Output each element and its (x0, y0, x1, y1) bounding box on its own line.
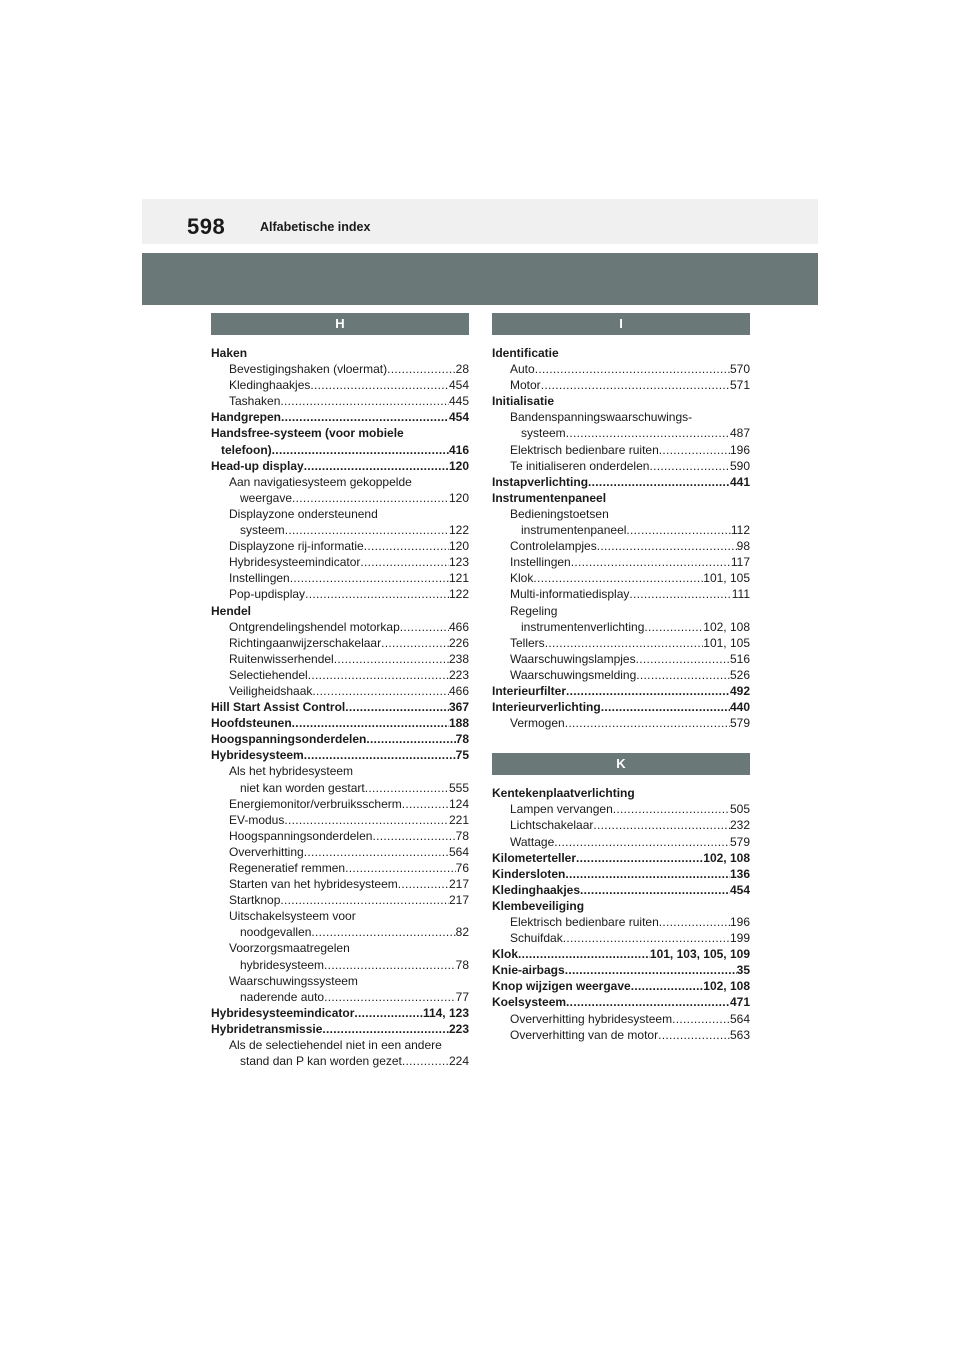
index-entry (492, 570, 750, 586)
entry-term: Oververhitting (229, 844, 304, 859)
entry-term: Pop-updisplay (229, 587, 306, 602)
entry-page-ref: 579 (729, 834, 750, 849)
index-entry (492, 930, 750, 946)
dot-leader (649, 458, 730, 474)
index-entry (492, 850, 750, 866)
entry-term: Handgrepen (211, 410, 282, 425)
entry-term: Ruitenwisserhendel (229, 651, 334, 666)
dot-leader (571, 554, 731, 570)
section-letter-h: H (211, 313, 469, 335)
index-entry (492, 425, 750, 441)
index-entry (492, 377, 750, 393)
index-entry (492, 538, 750, 554)
index-entry (211, 570, 469, 586)
dot-leader (400, 619, 449, 635)
entry-term: Lampen vervangen (510, 802, 613, 817)
dot-leader (601, 699, 730, 715)
index-entry (211, 860, 469, 876)
dot-leader (566, 683, 730, 699)
entry-term: Tellers (510, 635, 545, 650)
entry-term: Wattage (510, 834, 555, 849)
entry-page-ref: 101, 105 (703, 571, 750, 586)
entry-term: Startknop (229, 893, 281, 908)
index-entry (211, 586, 469, 602)
index-list (211, 345, 469, 1069)
entry-term: telefoon) (221, 442, 272, 457)
entry-page-ref: 492 (729, 683, 750, 698)
dot-leader (365, 780, 449, 796)
entry-page-ref: 102, 108 (703, 979, 750, 994)
index-entry (211, 892, 469, 908)
dot-leader (290, 570, 449, 586)
entry-page-ref: 28 (455, 362, 469, 377)
entry-page-ref: 35 (736, 963, 750, 978)
entry-page-ref: 441 (729, 474, 750, 489)
index-entry (492, 554, 750, 570)
index-entry (492, 715, 750, 731)
dot-leader (398, 876, 449, 892)
index-entry (211, 747, 469, 763)
entry-page-ref: 122 (448, 587, 469, 602)
index-entry (492, 962, 750, 978)
index-entry: Voorzorgsmaatregelen (229, 941, 350, 956)
index-entry (211, 731, 469, 747)
dot-leader (308, 667, 449, 683)
index-entry (492, 1027, 750, 1043)
entry-term: Knop wijzigen weergave (492, 979, 631, 994)
index-entry (211, 635, 469, 651)
entry-page-ref: 102, 108 (703, 619, 750, 634)
entry-term: hybridesysteem (240, 957, 325, 972)
dot-leader (597, 538, 737, 554)
entry-term: Elektrisch bedienbare ruiten (510, 442, 659, 457)
entry-term: Kledinghaakjes (492, 882, 581, 897)
dot-leader (565, 866, 730, 882)
dot-leader (304, 844, 449, 860)
index-entry (211, 522, 469, 538)
entry-page-ref: 223 (448, 667, 469, 682)
index-entry: Waarschuwingssysteem (229, 973, 358, 988)
index-entry (492, 882, 750, 898)
index-entry (492, 946, 750, 962)
dot-leader (636, 667, 730, 683)
index-column-right (492, 313, 750, 1043)
entry-page-ref: 75 (455, 748, 469, 763)
entry-page-ref: 579 (729, 716, 750, 731)
entry-page-ref: 505 (729, 802, 750, 817)
entry-term: Kindersloten (492, 866, 566, 881)
index-entry: Instrumentenpaneel (492, 490, 607, 505)
index-entry: Bedieningstoetsen (510, 506, 609, 521)
dot-leader (310, 377, 449, 393)
dot-leader (280, 393, 449, 409)
entry-term: stand dan P kan worden gezet (240, 1054, 402, 1069)
index-entry (211, 812, 469, 828)
entry-term: Te initialiseren onderdelen (510, 458, 650, 473)
dot-leader (281, 409, 449, 425)
entry-term: instrumentenpaneel (521, 523, 627, 538)
entry-page-ref: 563 (729, 1027, 750, 1042)
index-entry (492, 866, 750, 882)
entry-term: Selectiehendel (229, 667, 308, 682)
dot-leader (554, 834, 730, 850)
index-entry (492, 801, 750, 817)
entry-page-ref: 120 (448, 539, 469, 554)
index-entry (492, 458, 750, 474)
entry-page-ref: 454 (729, 882, 750, 897)
index-column-left (211, 313, 469, 1069)
entry-term: Interieurfilter (492, 683, 567, 698)
entry-page-ref: 122 (448, 523, 469, 538)
dot-leader (304, 747, 456, 763)
dot-leader (345, 699, 449, 715)
entry-page-ref: 117 (730, 555, 750, 570)
section-gap (492, 731, 750, 753)
entry-term: Tashaken (229, 394, 281, 409)
dot-leader (636, 651, 730, 667)
entry-term: Auto (510, 362, 535, 377)
entry-page-ref: 564 (448, 844, 469, 859)
entry-page-ref: 77 (455, 989, 469, 1004)
index-entry (211, 377, 469, 393)
dot-leader (304, 458, 449, 474)
dot-leader (366, 731, 455, 747)
entry-page-ref: 199 (729, 931, 750, 946)
entry-page-ref: 123 (448, 555, 469, 570)
index-list (492, 345, 750, 731)
dot-leader (535, 361, 730, 377)
entry-page-ref: 487 (729, 426, 750, 441)
entry-page-ref: 416 (448, 442, 469, 457)
entry-term: naderende auto (240, 989, 325, 1004)
entry-term: Regeneratief remmen (229, 861, 346, 875)
index-entry (211, 796, 469, 812)
index-entry (492, 361, 750, 377)
entry-term: Vermogen (510, 716, 565, 731)
entry-term: systeem (521, 426, 566, 441)
section-letter-i: I (492, 313, 750, 335)
index-entry (211, 957, 469, 973)
entry-page-ref: 223 (448, 1021, 469, 1036)
index-entry (492, 586, 750, 602)
entry-term: Ontgrendelingshendel motorkap (229, 619, 400, 634)
dot-leader (631, 978, 704, 994)
entry-page-ref: 136 (729, 866, 750, 881)
dot-leader (533, 570, 703, 586)
index-entry (211, 667, 469, 683)
entry-term: Energiemonitor/verbruiksscherm (229, 796, 402, 811)
dot-leader (387, 361, 456, 377)
entry-term: Hybridetransmissie (211, 1021, 323, 1036)
index-entry (211, 699, 469, 715)
index-entry: Initialisatie (492, 394, 555, 409)
entry-page-ref: 76 (455, 861, 469, 875)
index-entry (211, 1053, 469, 1069)
dot-leader (566, 425, 730, 441)
dot-leader (565, 962, 737, 978)
index-entry (492, 442, 750, 458)
entry-term: Head-up display (211, 458, 304, 473)
entry-term: Knie-airbags (492, 963, 565, 978)
entry-page-ref: 238 (448, 651, 469, 666)
entry-page-ref: 78 (455, 957, 469, 972)
entry-page-ref: 516 (729, 651, 750, 666)
index-entry (492, 667, 750, 683)
dot-leader (334, 651, 449, 667)
entry-term: Kledinghaakjes (229, 378, 311, 393)
entry-term: EV-modus (229, 812, 285, 827)
index-entry (211, 538, 469, 554)
index-entry (492, 474, 750, 490)
index-entry (492, 978, 750, 994)
entry-term: Hoogspanningsonderdelen (211, 732, 367, 747)
index-entry (211, 458, 469, 474)
entry-page-ref: 221 (448, 812, 469, 827)
dot-leader (311, 924, 455, 940)
entry-term: Waarschuwingsmelding (510, 667, 637, 682)
dot-leader (593, 817, 730, 833)
entry-term: noodgevallen (240, 925, 312, 940)
entry-term: Interieurverlichting (492, 700, 601, 715)
dot-leader (324, 989, 456, 1005)
index-entry (492, 817, 750, 833)
dot-leader (284, 812, 449, 828)
entry-page-ref: 526 (729, 667, 750, 682)
index-list (492, 785, 750, 1043)
entry-term: Oververhitting hybridesysteem (510, 1011, 673, 1026)
index-entry (211, 409, 469, 425)
index-entry: Als het hybridesysteem (229, 764, 354, 779)
entry-page-ref: 120 (448, 458, 469, 473)
entry-term: Schuifdak (510, 931, 563, 946)
entry-term: Instellingen (229, 571, 290, 586)
index-entry (211, 924, 469, 940)
index-entry: Haken (211, 346, 248, 360)
entry-page-ref: 111 (731, 587, 750, 602)
entry-term: Instellingen (510, 555, 571, 570)
index-entry: Kentekenplaatverlichting (492, 786, 635, 801)
entry-page-ref: 98 (736, 539, 750, 554)
dot-leader (580, 882, 730, 898)
index-entry (211, 619, 469, 635)
index-entry: Hendel (211, 603, 252, 618)
dot-leader (518, 946, 650, 962)
index-entry (492, 834, 750, 850)
entry-page-ref: 196 (729, 442, 750, 457)
entry-page-ref: 440 (729, 700, 750, 715)
entry-term: Elektrisch bedienbare ruiten (510, 915, 659, 929)
index-entry: Als de selectiehendel niet in een andere (229, 1038, 442, 1053)
dot-leader (345, 860, 456, 876)
index-entry (211, 490, 469, 506)
index-entry (211, 1021, 469, 1037)
index-entry (211, 876, 469, 892)
dot-leader (280, 892, 449, 908)
index-entry (492, 994, 750, 1010)
dot-leader (566, 994, 730, 1010)
page-title: Alfabetische index (260, 220, 371, 234)
entry-page-ref: 124 (448, 796, 469, 811)
entry-page-ref: 112 (730, 523, 750, 538)
index-entry (211, 651, 469, 667)
index-entry: Regeling (510, 603, 558, 618)
index-entry (211, 393, 469, 409)
entry-page-ref: 454 (448, 378, 469, 393)
index-entry (492, 619, 750, 635)
entry-page-ref: 78 (455, 828, 469, 843)
dot-leader (629, 586, 731, 602)
entry-term: weergave (240, 490, 293, 505)
dot-leader (626, 522, 730, 538)
dot-leader (658, 1027, 730, 1043)
entry-term: Hoofdsteunen (211, 716, 292, 731)
entry-page-ref: 564 (729, 1011, 750, 1026)
dot-leader (565, 715, 730, 731)
dot-leader (324, 957, 456, 973)
entry-term: instrumentenverlichting (521, 619, 645, 634)
entry-page-ref: 102, 108 (703, 850, 750, 865)
index-entry (492, 522, 750, 538)
dot-leader (563, 930, 730, 946)
entry-term: Lichtschakelaar (510, 818, 594, 833)
page-number: 598 (187, 214, 226, 239)
dot-leader (292, 490, 449, 506)
index-entry (211, 828, 469, 844)
entry-page-ref: 555 (448, 780, 469, 795)
index-entry: Uitschakelsysteem voor (229, 909, 356, 924)
entry-page-ref: 82 (455, 925, 469, 940)
index-entry (492, 1011, 750, 1027)
index-entry (211, 442, 469, 458)
entry-term: Hoogspanningsonderdelen (229, 828, 373, 843)
dot-leader (588, 474, 730, 490)
entry-page-ref: 217 (448, 893, 469, 908)
dot-leader (644, 619, 703, 635)
entry-term: Displayzone rij-informatie (229, 539, 364, 554)
index-entry: Bandenspanningswaarschuwings- (510, 410, 693, 425)
index-entry (211, 1005, 469, 1021)
index-entry (492, 651, 750, 667)
dot-leader (541, 377, 730, 393)
entry-page-ref: 101, 105 (703, 635, 750, 650)
entry-page-ref: 120 (448, 490, 469, 505)
index-entry (211, 780, 469, 796)
entry-page-ref: 570 (729, 362, 750, 377)
index-entry (492, 635, 750, 651)
entry-term: Multi-informatiedisplay (510, 587, 630, 602)
dot-leader (272, 442, 449, 458)
index-entry (492, 683, 750, 699)
dot-leader (312, 683, 449, 699)
index-entry (492, 914, 750, 930)
entry-page-ref: 217 (448, 877, 469, 892)
dot-leader (360, 554, 449, 570)
entry-page-ref: 101, 103, 105, 109 (649, 947, 750, 962)
index-entry: Klembeveiliging (492, 898, 585, 913)
index-entry: Identificatie (492, 346, 559, 360)
entry-page-ref: 188 (448, 716, 469, 731)
entry-term: Starten van het hybridesysteem (229, 877, 398, 892)
entry-page-ref: 466 (448, 683, 469, 698)
index-entry: Aan navigatiesysteem gekoppelde (229, 474, 412, 489)
entry-term: Bevestigingshaken (vloermat) (229, 362, 388, 377)
page-header (142, 199, 818, 244)
entry-term: Veiligheidshaak (229, 683, 313, 698)
entry-term: Instapverlichting (492, 474, 589, 489)
entry-term: Hybridesysteemindicator (229, 555, 361, 570)
entry-term: Koelsysteem (492, 995, 567, 1010)
dot-leader (322, 1021, 449, 1037)
entry-term: Hill Start Assist Control (211, 700, 346, 715)
index-entry: Handsfree-systeem (voor mobiele (211, 426, 404, 441)
dot-leader (285, 522, 449, 538)
index-entry: Displayzone ondersteunend (229, 506, 378, 521)
entry-page-ref: 471 (729, 995, 750, 1010)
section-letter-k: K (492, 753, 750, 775)
entry-page-ref: 121 (448, 571, 469, 586)
index-entry (211, 361, 469, 377)
dot-leader (364, 538, 449, 554)
entry-term: systeem (240, 523, 285, 538)
index-entry (211, 554, 469, 570)
entry-page-ref: 224 (448, 1054, 469, 1069)
header-band (142, 253, 818, 305)
entry-term: Hybridesysteemindicator (211, 1005, 355, 1020)
dot-leader (381, 635, 449, 651)
dot-leader (354, 1005, 423, 1021)
entry-page-ref: 571 (729, 378, 750, 393)
entry-page-ref: 232 (729, 818, 750, 833)
entry-page-ref: 226 (448, 635, 469, 650)
dot-leader (305, 586, 449, 602)
dot-leader (402, 796, 449, 812)
entry-term: Richtingaanwijzerschakelaar (229, 635, 382, 650)
entry-term: Oververhitting van de motor (510, 1027, 659, 1042)
entry-term: Klok (510, 571, 534, 586)
entry-term: Controlelampjes (510, 539, 597, 554)
index-entry (211, 715, 469, 731)
entry-term: niet kan worden gestart (240, 780, 365, 795)
dot-leader (672, 1011, 730, 1027)
entry-term: Waarschuwingslampjes (510, 651, 636, 666)
entry-page-ref: 196 (729, 915, 750, 929)
dot-leader (402, 1053, 449, 1069)
index-entry (211, 989, 469, 1005)
dot-leader (292, 715, 449, 731)
entry-page-ref: 78 (455, 732, 469, 747)
dot-leader (613, 801, 730, 817)
entry-term: Kilometerteller (492, 850, 577, 865)
entry-page-ref: 454 (448, 410, 469, 425)
dot-leader (659, 914, 730, 930)
entry-page-ref: 445 (448, 394, 469, 409)
dot-leader (659, 442, 730, 458)
entry-term: Hybridesysteem (211, 748, 304, 763)
index-entry (492, 699, 750, 715)
entry-page-ref: 466 (448, 619, 469, 634)
index-entry (211, 683, 469, 699)
dot-leader (545, 635, 704, 651)
entry-page-ref: 114, 123 (422, 1005, 469, 1020)
dot-leader (576, 850, 703, 866)
entry-page-ref: 590 (729, 458, 750, 473)
entry-term: Motor (510, 378, 541, 393)
entry-page-ref: 367 (448, 700, 469, 715)
index-entry (211, 844, 469, 860)
entry-term: Klok (492, 947, 519, 962)
dot-leader (372, 828, 455, 844)
